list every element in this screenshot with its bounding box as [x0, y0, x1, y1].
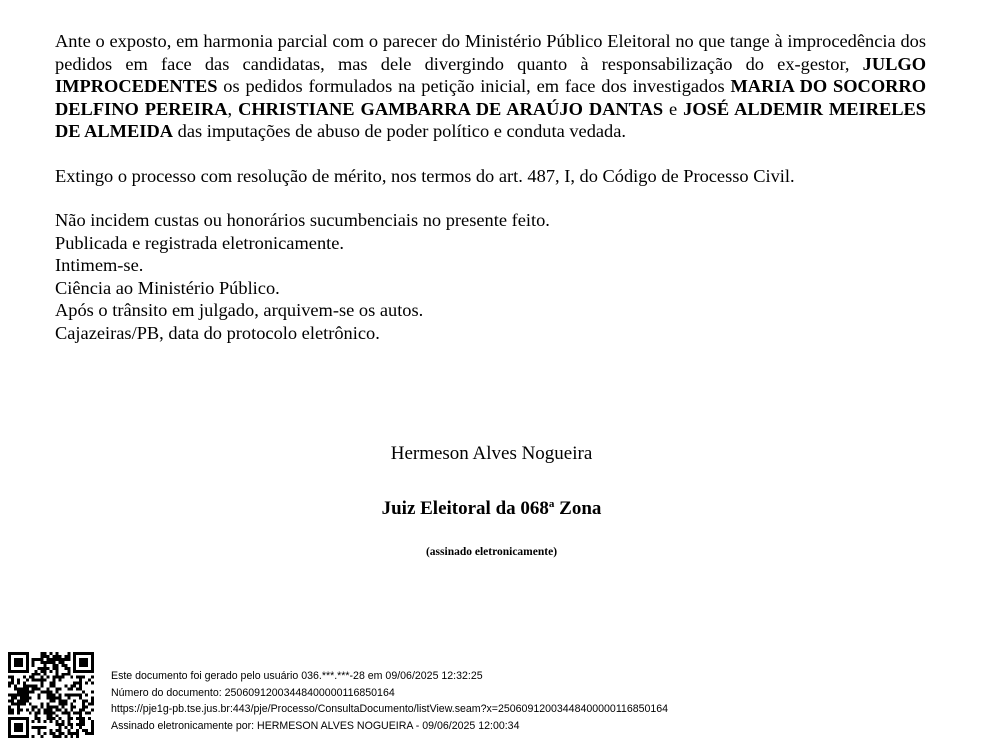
closing-line-archive: Após o trânsito em julgado, arquivem-se os autos. [55, 300, 424, 320]
closing-line-costs: Não incidem custas ou honorários sucumbenciais no presente feito. [55, 210, 550, 230]
qr-code-icon [8, 652, 94, 738]
signer-role-suffix: Zona [554, 498, 602, 519]
ruling-verdict: JULGO IMPROCEDENTES [55, 53, 926, 96]
ruling-text-2: os pedidos formulados na petição inicial, em face dos investigados [217, 76, 731, 96]
closing-line-ministry: Ciência ao Ministério Público. [55, 277, 280, 298]
ruling-paragraph [55, 30, 926, 143]
signer-name: Hermeson Alves Nogueira [390, 443, 593, 464]
closing-line-place-date: Cajazeiras/PB, data do protocolo eletrônico. [55, 322, 380, 343]
footer-document-url[interactable]: https://pje1g-pb.tse.jus.br:443/pje/Processo/ConsultaDocumento/listView.seam?x=25060912003448400000116850164 [111, 703, 669, 716]
footer-document-number: Número do documento: 25060912003448400000116850164 [111, 686, 395, 699]
defendant-name-1: MARIA DO SOCORRO DELFINO PEREIRA [55, 76, 926, 119]
signer-role-prefix: Juiz Eleitoral da 068 [381, 498, 549, 519]
defendant-name-3: JOSÉ ALDEMIR MEIRELES DE ALMEIDA [55, 98, 927, 141]
signer-role-ordinal: a [548, 498, 555, 510]
closing-line-notify: Intimem-se. [55, 255, 144, 275]
defendant-name-2: CHRISTIANE GAMBARRA DE ARAÚJO DANTAS [238, 98, 664, 119]
footer-metadata [111, 668, 668, 734]
closing-line-published: Publicada e registrada eletronicamente. [55, 232, 345, 253]
closing-lines [55, 209, 926, 344]
decision-body [55, 30, 926, 344]
signer-role [0, 492, 983, 521]
extinction-paragraph: Extingo o processo com resolução de mérito, nos termos do art. 487, I, do Código de Processo Civil. [55, 165, 795, 186]
ruling-text-1: Ante o exposto, em harmonia parcial com o parecer do Ministério Público Eleitoral no que tange à improcedência dos pedidos em face das candidatas, mas dele divergindo quanto à responsabilização do ex-gestor, [55, 31, 926, 74]
footer-generated-by: Este documento foi gerado pelo usuário 036.***.***-28 em 09/06/2025 12:32:25 [111, 670, 483, 682]
ruling-text-4: e [663, 98, 684, 119]
footer-signed-by: Assinado eletronicamente por: HERMESON ALVES NOGUEIRA - 09/06/2025 12:00:34 [111, 719, 520, 732]
signature-note: (assinado eletronicamente) [425, 546, 558, 558]
ruling-text-5: das imputações de abuso de poder político e conduta vedada. [173, 121, 627, 141]
document-footer [8, 652, 968, 752]
ruling-text-3: , [227, 98, 239, 119]
